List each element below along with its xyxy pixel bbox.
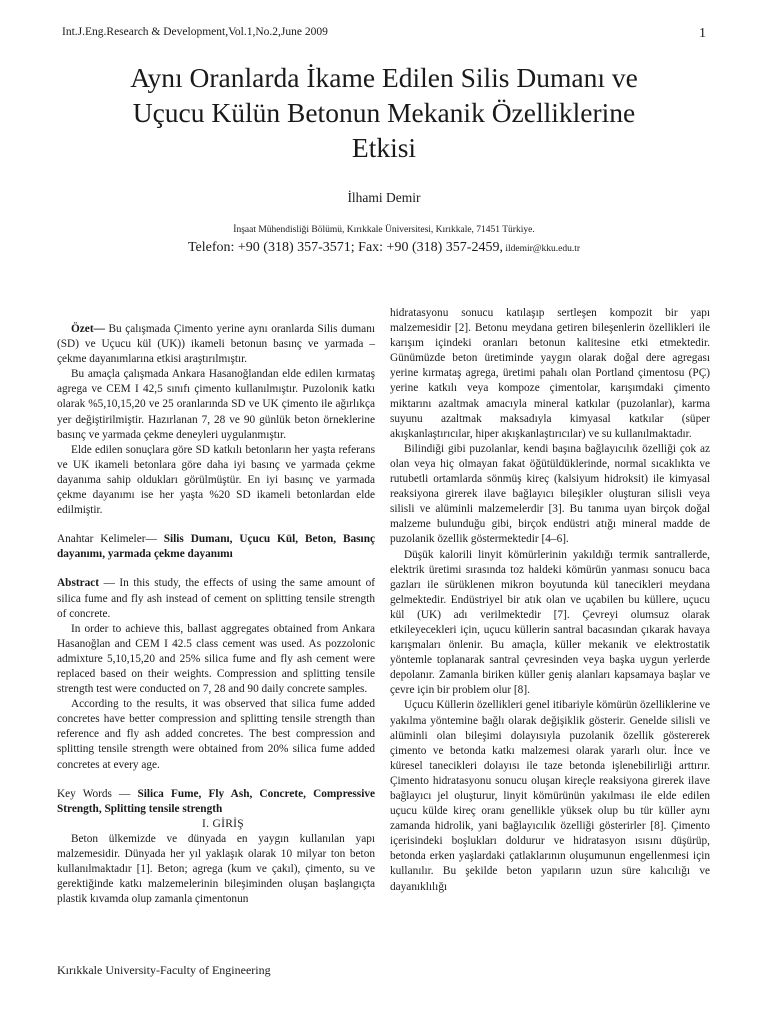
page-number: 1 (699, 26, 706, 41)
body-paragraph-3: Düşük kalorili linyit kömürlerinin yakıldığı termik santrallerde, elektrik üretimi sırasında toz haldeki kömürün yanması sonucu baca gazları ile sürüklenen mikron boyutunda kül tanecikleri meydana gelmektedir. Endüstriyel bir atık olan ve uçabilen bu küllere, uçucu kül (UK) adı verilmektedir [7]. Çevreyi olumsuz olarak etkileyecekleri için, uçucu küllerin santral bacasından çıkarak havaya karışmaları önlenir. Bu amaçla, küller mekanik ve elektrostatik yöntemle toplanarak santral çevresinden veya başka uygun yerlerde depolanır. Zamanla biriken küller geniş alanları kapsamaya başlar ve çevre için bir problem olur [8]. (390, 548, 710, 697)
contact-info (62, 240, 706, 256)
intro-paragraph-1: Beton ülkemizde ve dünyada en yaygın kullanılan yapı malzemesidir. Dünyada her yıl yaklaşık olarak 10 milyar ton beton kullanılmaktadır [1]. Beton; agrega (kum ve çakıl), çimento, su ve gerektiğinde katkı malzemelerinin bileşiminden oluşan başlangıçta plastik kıvamda olup zamanla çimentonun (57, 832, 375, 906)
ozet-label: Özet— (71, 323, 105, 335)
section-heading-giris: I. GİRİŞ (201, 817, 244, 830)
abstract-paragraph-2: In order to achieve this, ballast aggregates obtained from Ankara Hasanoğlan and CEM I 42.5 class cement was used. As pozzolonic admixture 5,10,15,20 and 25% silica fume and fly ash cement were replaced based on their weights. Compression and splitting tensile strength test were conducted on 7, 28 and 90 daily concrete samples. (57, 622, 375, 696)
left-column (57, 322, 375, 907)
ozet-paragraph: Özet— Bu çalışmada Çimento yerine aynı oranlarda Silis dumanı (SD) ve Uçucu kül (UK)) ikameli betonun basınç ve yarmada – çekme dayanımlarına etkisi araştırılmıştır. (57, 323, 375, 366)
keywords-en: Key Words — Silica Fume, Fly Ash, Concrete, Compressive Strength, Splitting tensile strength (57, 787, 375, 815)
abstract-paragraph-3: According to the results, it was observed that silica fume added concretes have better compression and splitting tensile strength than reference and fly ash added concretes. The best compression and splitting tensile strength were obtained from 20% silica fume added concretes at every age. (57, 698, 375, 771)
ozet-paragraph-2: Bu amaçla çalışmada Ankara Hasanoğlandan elde edilen kırmataş agrega ve CEM I 42,5 sınıfı çimento kullanılmıştır. Puzolonik katkı olarak %5,10,15,20 ve 25 oranlarında SD ve UK çimento ile ağırlıkça yer değiştirilmiştir. Hazırlanan 7, 28 ve 90 günlük beton örneklerine basınç ve yarmada çekme deneyleri uygulanmıştır. (57, 368, 375, 441)
running-head: Int.J.Eng.Research & Development,Vol.1,No.2,June 2009 (62, 26, 328, 38)
abstract-paragraph: Abstract — In this study, the effects of using the same amount of silica fume and fly ash instead of cement on splitting tensile strength of concrete. (57, 577, 375, 620)
title-line-2: Uçucu Külün Betonun Mekanik Özelliklerine (132, 97, 636, 128)
abstract-label: Abstract (57, 577, 100, 590)
email-link[interactable]: ildemir@kku.edu.tr (502, 244, 581, 254)
title-line-3: Etkisi (351, 132, 417, 163)
body-paragraph-1: hidratasyonu sonucu katılaşıp sertleşen kompozit bir yapı malzemesidir [2]. Betonu meydana getiren bileşenlerin özellikleri ile karışım içindeki oranları betonun kalitesine etki etmektedir. Günümüzde beton üretiminde yaygın olarak doğal dere agregası yerine kırmataş agrega, üretimi pahalı olan Portland çimentosu (PÇ) yerine katkılı veya kompoze çimentolar, karışımdaki çimento miktarını azaltmak amacıyla mineral katkılar (puzolanlar), karma suyunu azaltmak maksadıyla kimyasal katkılar (süper akışkanlaştırıcılar, hiper akışkanlaştırıcılar) ve su kullanılmaktadır. (390, 307, 710, 440)
title-line-1: Aynı Oranlarda İkame Edilen Silis Dumanı ve (130, 62, 638, 93)
body-paragraph-4: Uçucu Küllerin özellikleri genel itibariyle kömürün özelliklerine ve yakılma yöntemine bağlı olarak değişiklik gösterir. Genelde silisli ve alüminli olan bileşimi dolayısıyla puzolanik özellik göstererek çimento ve betonda katkı malzemesi olarak yararlı olur. İnce ve küresel tanecikleri dolayısı ile taze betonda işlenebilirliği arttırır. Çimento hidratasyonu sonucu oluşan kireçle reaksiyona girerek ilave bağlayıcı jel oluşturur, linyit kömürünün yakılması ile elde edilen uçucu külde kireç oranı genellikle yüksek olup bu tür küller aynı zamanda hidrolik, yani bağlayıcılık özelliği gösterirler [8]. Çimento içerisindeki boşlukları doldurur ve hidratasyon ısısını düşürüp, betonda erken yaşlardaki çatlaklarının oluşumunun engellenmesi için kullanılır. Bu şekilde beton yapıların uzun süre kalıcılığı ve dayanıklılığı (390, 699, 710, 893)
body-paragraph-2: Bilindiği gibi puzolanlar, kendi başına bağlayıcılık özelliği çok az olan veya hiç olmayan fakat öğütüldüklerinde, normal sıcaklıkta ve rutubetli ortamlarda sönmüş kireç (kalsiyum hidroksit) ile kimyasal reaksiyona girerek ilave bağlayıcı bileşikler oluşturan silisli veya silisli ve alüminli malzemelerdir [3]. Bu tanıma uyan birçok doğal malzeme bulunduğu gibi, birçok endüstri atığı mineral madde de puzolanik özellik göstermektedir [4–6]. (390, 442, 710, 546)
ozet-paragraph-3: Elde edilen sonuçlara göre SD katkılı betonların her yaşta referans ve UK ikameli betonlara göre daha iyi basınç ve yarmada çekme dayanıma sahip oldukları görülmüştür. En iyi basınç ve yarmada çekme dayanımı ise her yaşta %20 SD ikameli betonlardan elde edilmiştir. (57, 443, 375, 517)
footer-institution: Kırıkkale University-Faculty of Engineering (57, 963, 271, 977)
phone-fax: Telefon: +90 (318) 357-3571; Fax: +90 (318) 357-2459, (187, 240, 503, 255)
author-name: İlhami Demir (347, 190, 421, 205)
paper-title (62, 60, 706, 165)
right-column (390, 306, 710, 895)
keywords-tr: Anahtar Kelimeler— Silis Dumanı, Uçucu Kül, Beton, Basınç dayanımı, yarmada çekme dayanımı (57, 533, 375, 561)
affiliation: İnşaat Mühendisliği Bölümü, Kırıkkale Üniversitesi, Kırıkkale, 71451 Türkiye. (233, 225, 535, 235)
